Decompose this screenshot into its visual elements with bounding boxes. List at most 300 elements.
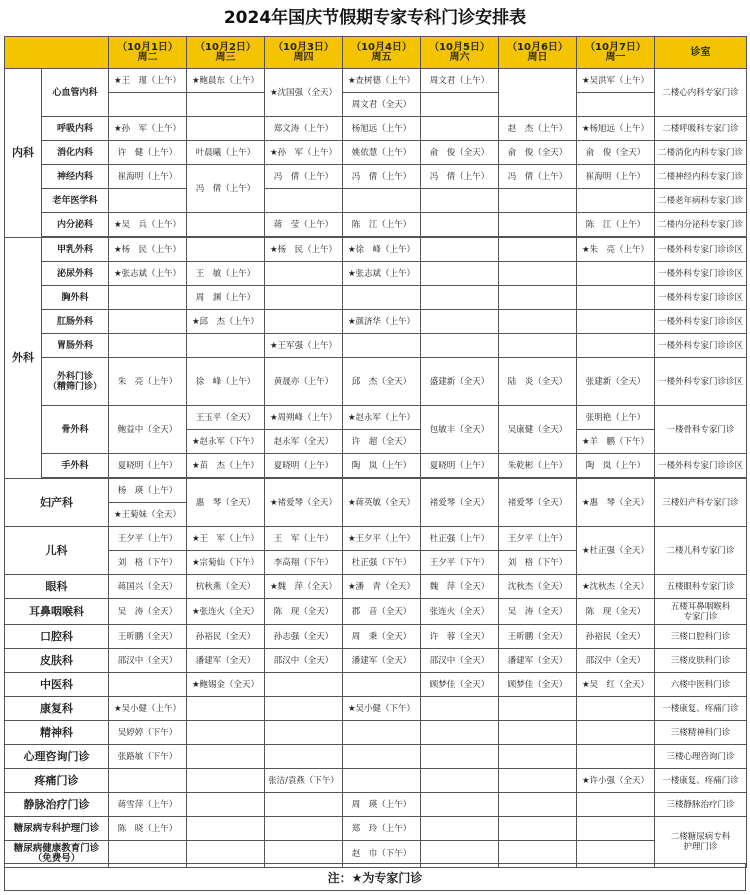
table-row (5, 599, 747, 625)
header-row (5, 37, 747, 69)
schedule-cell: 吴 涛（全天） (499, 599, 577, 625)
category-tnb-jiaoyu-note: （免费号） (32, 853, 81, 864)
schedule-cell: ★王 军（上午） (187, 527, 265, 551)
schedule-cell: 刘 格（下午） (109, 551, 187, 575)
header-weekday: 周日 (527, 51, 548, 63)
schedule-cell (343, 745, 421, 769)
schedule-cell (421, 189, 499, 213)
dept-menzhen-note: （精筛门诊） (47, 381, 102, 392)
schedule-cell: ★宗菊仙（下午） (187, 551, 265, 575)
schedule-cell: ★张志斌（上午） (109, 262, 187, 286)
schedule-cell (109, 673, 187, 697)
header-day-3 (265, 37, 343, 69)
schedule-cell (343, 334, 421, 358)
schedule-cell: 周 秉（全天） (343, 625, 421, 649)
schedule-cell (577, 262, 655, 286)
category-zhongyi: 中医科 (5, 673, 109, 697)
schedule-cell: 潘建军（全天） (343, 649, 421, 673)
schedule-cell (187, 117, 265, 141)
table-row (5, 286, 747, 310)
room-erke: 二楼儿科专家门诊 (655, 527, 747, 575)
dept-gangchang: 肛肠外科 (42, 310, 109, 334)
schedule-cell: 潘建军（全天） (187, 649, 265, 673)
schedule-cell (499, 213, 577, 237)
dept-huxi: 呼吸内科 (42, 117, 109, 141)
category-kangfu: 康复科 (5, 697, 109, 721)
schedule-cell: ★杨 民（上午） (265, 238, 343, 262)
room-erbi (655, 599, 747, 625)
schedule-cell (421, 286, 499, 310)
dept-xinxueguan: 心血管内科 (42, 69, 109, 117)
schedule-cell: ★赵永军（下午） (187, 430, 265, 454)
schedule-cell (577, 697, 655, 721)
schedule-cell (187, 213, 265, 237)
schedule-cell: 蒋雪萍（上午） (109, 793, 187, 817)
schedule-cell: 包敏丰（全天） (421, 406, 499, 454)
table-row (5, 334, 747, 358)
schedule-table (4, 36, 747, 868)
schedule-cell: 张明艳（上午） (577, 406, 655, 430)
schedule-cell: ★吴 兵（上午） (109, 213, 187, 237)
category-jingmai: 静脉治疗门诊 (5, 793, 109, 817)
schedule-cell: ★惠 琴（全天） (577, 479, 655, 527)
header-day-1 (109, 37, 187, 69)
schedule-cell: ★沈秋杰（全天） (577, 575, 655, 599)
schedule-cell (577, 817, 655, 841)
table-row (5, 649, 747, 673)
schedule-cell: 夏晓明（上午） (109, 454, 187, 478)
room-miniao: 一楼外科专家门诊诊区 (655, 262, 747, 286)
schedule-cell: 叶晨曦（上午） (187, 141, 265, 165)
table-row (5, 238, 747, 262)
schedule-cell: 张洁/袁燕（下午） (265, 769, 343, 793)
header-weekday: 周六 (449, 51, 470, 63)
schedule-cell (343, 769, 421, 793)
schedule-cell: 陶 岚（上午） (577, 454, 655, 478)
table-row (5, 527, 747, 551)
schedule-cell: 褚爱琴（全天） (499, 479, 577, 527)
schedule-cell: 杨旭远（上午） (343, 117, 421, 141)
room-xinxueguan: 二楼心内科专家门诊 (655, 69, 747, 117)
schedule-cell: 沈秋杰（全天） (499, 575, 577, 599)
schedule-cell: 张路敏（下午） (109, 745, 187, 769)
schedule-cell: 赵 巾（下午） (343, 841, 421, 868)
category-tnb-huli: 糖尿病专科护理门诊 (5, 817, 109, 841)
schedule-cell: 盛建新（全天） (421, 358, 499, 406)
schedule-cell: 王 敏（上午） (187, 262, 265, 286)
schedule-cell (421, 310, 499, 334)
schedule-cell (343, 189, 421, 213)
table-row (5, 625, 747, 649)
room-yanke: 五楼眼科专家门诊 (655, 575, 747, 599)
dept-gu: 骨外科 (42, 406, 109, 454)
room-jingmai: 三楼静脉治疗门诊 (655, 793, 747, 817)
schedule-cell (499, 286, 577, 310)
schedule-cell: 赵永军（全天） (265, 430, 343, 454)
schedule-cell (343, 286, 421, 310)
dept-xiaohua: 消化内科 (42, 141, 109, 165)
table-row (5, 697, 747, 721)
schedule-cell: 杜正强（上午） (421, 527, 499, 551)
schedule-cell (187, 238, 265, 262)
schedule-cell: ★杨 民（上午） (109, 238, 187, 262)
footer-note: 注：★为专家门诊 (4, 863, 746, 891)
schedule-cell (577, 745, 655, 769)
table-row (5, 745, 747, 769)
schedule-cell: 姚依慧（上午） (343, 141, 421, 165)
category-fuchan: 妇产科 (5, 479, 109, 527)
schedule-cell: 陈 江（上午） (343, 213, 421, 237)
schedule-cell: 冯 倩（上午） (421, 165, 499, 189)
schedule-cell: 吴婷婷（下午） (109, 721, 187, 745)
schedule-cell (421, 262, 499, 286)
room-jiaru: 一楼外科专家门诊诊区 (655, 238, 747, 262)
table-row (5, 189, 747, 213)
schedule-cell (265, 817, 343, 841)
schedule-cell: ★查树德（上午） (343, 69, 421, 93)
schedule-cell: 孙志强（全天） (265, 625, 343, 649)
schedule-cell: 崔海明（上午） (109, 165, 187, 189)
schedule-cell: 陈 江（上午） (577, 213, 655, 237)
schedule-cell (577, 93, 655, 117)
room-neifenmi: 二楼内分泌科专家门诊 (655, 213, 747, 237)
dept-shenjing: 神经内科 (42, 165, 109, 189)
schedule-cell: ★朱 亮（上午） (577, 238, 655, 262)
schedule-cell: 郑 玲（上午） (343, 817, 421, 841)
schedule-cell (499, 769, 577, 793)
schedule-cell (499, 238, 577, 262)
category-erbi: 耳鼻咽喉科 (5, 599, 109, 625)
table-row (5, 721, 747, 745)
schedule-cell: ★王军强（上午） (265, 334, 343, 358)
schedule-cell (499, 334, 577, 358)
schedule-cell: 冯 倩（上午） (265, 165, 343, 189)
schedule-cell (265, 189, 343, 213)
schedule-cell: ★蒋英敏（全天） (343, 479, 421, 527)
schedule-cell: 顾梦佳（全天） (421, 673, 499, 697)
schedule-cell: 陈 晓（上午） (109, 817, 187, 841)
room-shou: 一楼外科专家门诊诊区 (655, 454, 747, 478)
table-row (5, 769, 747, 793)
schedule-cell (499, 697, 577, 721)
schedule-cell: ★王菊妹（全天） (109, 503, 187, 527)
schedule-cell (265, 286, 343, 310)
schedule-cell: 徐 峰（上午） (187, 358, 265, 406)
schedule-cell: ★杜正强（全天） (577, 527, 655, 575)
category-kouqiang: 口腔科 (5, 625, 109, 649)
schedule-cell: ★吴洪军（上午） (577, 69, 655, 93)
schedule-cell (499, 189, 577, 213)
schedule-cell (577, 721, 655, 745)
schedule-cell: 许 超（全天） (343, 430, 421, 454)
header-date: （10月4日） (351, 41, 412, 53)
room-tnb-line2: 护理门诊 (683, 842, 718, 852)
schedule-cell: 俞 俊（全天） (577, 141, 655, 165)
header-date: （10月7日） (585, 41, 646, 53)
room-erbi-line1: 五楼耳鼻咽喉科 (670, 601, 731, 612)
schedule-cell: ★王 瑾（上午） (109, 69, 187, 93)
dept-xiong: 胸外科 (42, 286, 109, 310)
schedule-cell: 惠 琴（全天） (187, 479, 265, 527)
schedule-cell: ★沈国强（全天） (265, 69, 343, 117)
room-menzhen: 一楼外科专家门诊诊区 (655, 358, 747, 406)
room-weichang: 一楼外科专家门诊诊区 (655, 334, 747, 358)
schedule-cell: 周 渊（上午） (187, 286, 265, 310)
header-date: （10月5日） (429, 41, 490, 53)
schedule-cell: 陶 岚（上午） (343, 454, 421, 478)
table-row (5, 358, 747, 406)
header-weekday: 周二 (137, 51, 158, 63)
room-pifu: 三楼皮肤科门诊 (655, 649, 747, 673)
schedule-cell: 夏晓明（上午） (265, 454, 343, 478)
table-row (5, 575, 747, 599)
schedule-cell (265, 697, 343, 721)
schedule-cell: 邵汉中（全天） (421, 649, 499, 673)
dept-neifenmi: 内分泌科 (42, 213, 109, 237)
table-row (5, 406, 747, 430)
dept-laonian: 老年医学科 (42, 189, 109, 213)
table-row (5, 69, 747, 93)
schedule-cell (499, 817, 577, 841)
schedule-cell (499, 721, 577, 745)
schedule-cell (109, 769, 187, 793)
schedule-cell (109, 286, 187, 310)
schedule-cell: 魏 萍（全天） (421, 575, 499, 599)
schedule-cell: 陈 现（全天） (265, 599, 343, 625)
schedule-cell: ★苗 杰（上午） (187, 454, 265, 478)
schedule-cell: 孙裕民（全天） (577, 625, 655, 649)
schedule-cell: 李高翔（下午） (265, 551, 343, 575)
room-kouqiang: 三楼口腔科门诊 (655, 625, 747, 649)
table-row (5, 479, 747, 503)
schedule-cell: ★颜济华（上午） (343, 310, 421, 334)
schedule-cell: 冯 倩（上午） (499, 165, 577, 189)
schedule-cell: 陈 现（全天） (577, 599, 655, 625)
category-xinli: 心理咨询门诊 (5, 745, 109, 769)
table-row (5, 213, 747, 237)
header-weekday: 周三 (215, 51, 236, 63)
schedule-cell (187, 721, 265, 745)
schedule-cell: 许 蓉（全天） (421, 625, 499, 649)
table-row (5, 673, 747, 697)
schedule-cell (187, 334, 265, 358)
schedule-cell: ★吴 红（全天） (577, 673, 655, 697)
room-laonian: 二楼老年病科专家门诊 (655, 189, 747, 213)
schedule-cell: 张建新（全天） (577, 358, 655, 406)
room-shenjing: 二楼神经内科专家门诊 (655, 165, 747, 189)
schedule-cell: 邱 杰（全天） (343, 358, 421, 406)
header-weekday: 周四 (293, 51, 314, 63)
room-tengtong: 一楼康复、疼痛门诊 (655, 769, 747, 793)
room-gu: 一楼骨科专家门诊 (655, 406, 747, 454)
schedule-cell: 王玉平（全天） (187, 406, 265, 430)
schedule-cell: 蒋国兴（全天） (109, 575, 187, 599)
schedule-cell: ★鲍锡金（全天） (187, 673, 265, 697)
schedule-cell: 张连火（全天） (421, 599, 499, 625)
schedule-cell (265, 793, 343, 817)
schedule-cell (187, 793, 265, 817)
schedule-cell: 冯 倩（上午） (343, 165, 421, 189)
schedule-cell: ★张连火（全天） (187, 599, 265, 625)
schedule-cell (187, 769, 265, 793)
schedule-cell (421, 721, 499, 745)
schedule-cell (577, 310, 655, 334)
schedule-cell: ★邱 杰（上午） (187, 310, 265, 334)
header-day-6 (499, 37, 577, 69)
header-day-4 (343, 37, 421, 69)
schedule-cell (421, 817, 499, 841)
header-day-5 (421, 37, 499, 69)
room-xiaohua: 二楼消化内科专家门诊 (655, 141, 747, 165)
header-weekday: 周一 (605, 51, 626, 63)
header-date: （10月3日） (273, 41, 334, 53)
schedule-cell: 杭秋燕（全天） (187, 575, 265, 599)
schedule-cell: 许 健（上午） (109, 141, 187, 165)
room-jingshen: 三楼精神科门诊 (655, 721, 747, 745)
schedule-cell (421, 334, 499, 358)
dept-miniao: 泌尿外科 (42, 262, 109, 286)
schedule-cell (265, 310, 343, 334)
schedule-cell (187, 93, 265, 117)
schedule-cell (187, 697, 265, 721)
room-xiong: 一楼外科专家门诊诊区 (655, 286, 747, 310)
schedule-cell: 潘建军（全天） (499, 649, 577, 673)
header-date: （10月6日） (507, 41, 568, 53)
schedule-cell (343, 721, 421, 745)
schedule-cell (421, 745, 499, 769)
schedule-cell: ★张志斌（上午） (343, 262, 421, 286)
schedule-cell: 冯 倩（上午） (187, 165, 265, 213)
dept-weichang: 胃肠外科 (42, 334, 109, 358)
schedule-cell (265, 721, 343, 745)
schedule-cell (421, 793, 499, 817)
schedule-cell: 俞 俊（全天） (421, 141, 499, 165)
category-yanke: 眼科 (5, 575, 109, 599)
room-gangchang: 一楼外科专家门诊诊区 (655, 310, 747, 334)
table-row (5, 454, 747, 478)
schedule-cell: 郑文涛（上午） (265, 117, 343, 141)
schedule-cell: 邵汉中（全天） (109, 649, 187, 673)
schedule-cell: 蒋 莹（上午） (265, 213, 343, 237)
schedule-cell (499, 793, 577, 817)
schedule-cell: 周文君（上午） (421, 69, 499, 93)
schedule-cell: ★许小强（全天） (577, 769, 655, 793)
schedule-cell (499, 262, 577, 286)
header-date: （10月2日） (195, 41, 256, 53)
header-weekday: 周五 (371, 51, 392, 63)
category-tnb-jiaoyu-label: 糖尿病健康教育门诊 (13, 843, 100, 854)
schedule-cell: ★王夕平（上午） (343, 527, 421, 551)
schedule-cell: ★吴小健（上午） (109, 697, 187, 721)
schedule-cell: 赵 杰（上午） (499, 117, 577, 141)
schedule-cell: 鲍益中（全天） (109, 406, 187, 454)
schedule-cell (421, 93, 499, 117)
schedule-cell (343, 673, 421, 697)
schedule-cell (265, 745, 343, 769)
table-row (5, 93, 747, 117)
schedule-cell: 周文君（全天） (343, 93, 421, 117)
schedule-cell (499, 745, 577, 769)
room-fuchan: 三楼妇产科专家门诊 (655, 479, 747, 527)
schedule-cell: 吴 涛（全天） (109, 599, 187, 625)
page-title: 2024年国庆节假期专家专科门诊安排表 (223, 8, 527, 28)
schedule-cell: ★羊 鹏（下午） (577, 430, 655, 454)
category-pifu: 皮肤科 (5, 649, 109, 673)
header-day-2 (187, 37, 265, 69)
schedule-cell (421, 769, 499, 793)
schedule-cell: 王昕鹏（全天） (109, 625, 187, 649)
table-row (5, 141, 747, 165)
schedule-cell: ★孙 军（上午） (265, 141, 343, 165)
schedule-cell: ★鲍晨东（上午） (187, 69, 265, 93)
table-row (5, 793, 747, 817)
schedule-cell: ★杨旭远（上午） (577, 117, 655, 141)
schedule-cell (265, 262, 343, 286)
schedule-cell (577, 334, 655, 358)
schedule-cell: 俞 俊（全天） (499, 141, 577, 165)
schedule-cell: 朱乾彬（上午） (499, 454, 577, 478)
schedule-cell: ★吴小健（下午） (343, 697, 421, 721)
schedule-cell (499, 69, 577, 117)
header-room: 诊室 (655, 37, 747, 69)
schedule-cell (187, 745, 265, 769)
schedule-cell (265, 673, 343, 697)
table-row (5, 262, 747, 286)
schedule-cell (577, 189, 655, 213)
room-xinli: 三楼心理咨询门诊 (655, 745, 747, 769)
schedule-cell: 杜正强（下午） (343, 551, 421, 575)
header-date: （10月1日） (117, 41, 178, 53)
schedule-cell: ★周朔峰（上午） (265, 406, 343, 430)
room-huxi: 二楼呼吸科专家门诊 (655, 117, 747, 141)
category-jingshen: 精神科 (5, 721, 109, 745)
schedule-cell: 褚爱琴（全天） (421, 479, 499, 527)
schedule-cell: ★赵永军（上午） (343, 406, 421, 430)
schedule-cell (109, 189, 187, 213)
schedule-cell: 黄晟亦（上午） (265, 358, 343, 406)
schedule-cell: 王 军（上午） (265, 527, 343, 551)
schedule-cell (109, 334, 187, 358)
category-neike: 内科 (5, 69, 42, 238)
table-row (5, 117, 747, 141)
schedule-cell (421, 697, 499, 721)
schedule-cell (109, 310, 187, 334)
schedule-cell: 刘 格（下午） (499, 551, 577, 575)
schedule-cell (109, 93, 187, 117)
schedule-cell: 郡 音（全天） (343, 599, 421, 625)
schedule-cell: 王夕平（上午） (109, 527, 187, 551)
room-tnb (655, 817, 747, 868)
schedule-cell (421, 213, 499, 237)
schedule-cell: 王夕平（上午） (499, 527, 577, 551)
schedule-cell: ★潘 青（全天） (343, 575, 421, 599)
room-erbi-line2: 专家门诊 (683, 611, 718, 622)
schedule-cell: 朱 亮（上午） (109, 358, 187, 406)
schedule-cell: 周 瑛（上午） (343, 793, 421, 817)
dept-shou: 手外科 (42, 454, 109, 478)
schedule-cell: ★魏 萍（全天） (265, 575, 343, 599)
schedule-cell (577, 286, 655, 310)
schedule-cell (421, 238, 499, 262)
schedule-cell: 杨 瑛（上午） (109, 479, 187, 503)
schedule-cell: 顾梦佳（全天） (499, 673, 577, 697)
table-row (5, 817, 747, 841)
schedule-cell: 吴康健（全天） (499, 406, 577, 454)
dept-jiaru: 甲乳外科 (42, 238, 109, 262)
schedule-cell: 孙裕民（全天） (187, 625, 265, 649)
schedule-cell: 邵汉中（全天） (265, 649, 343, 673)
schedule-cell: 王昕鹏（全天） (499, 625, 577, 649)
